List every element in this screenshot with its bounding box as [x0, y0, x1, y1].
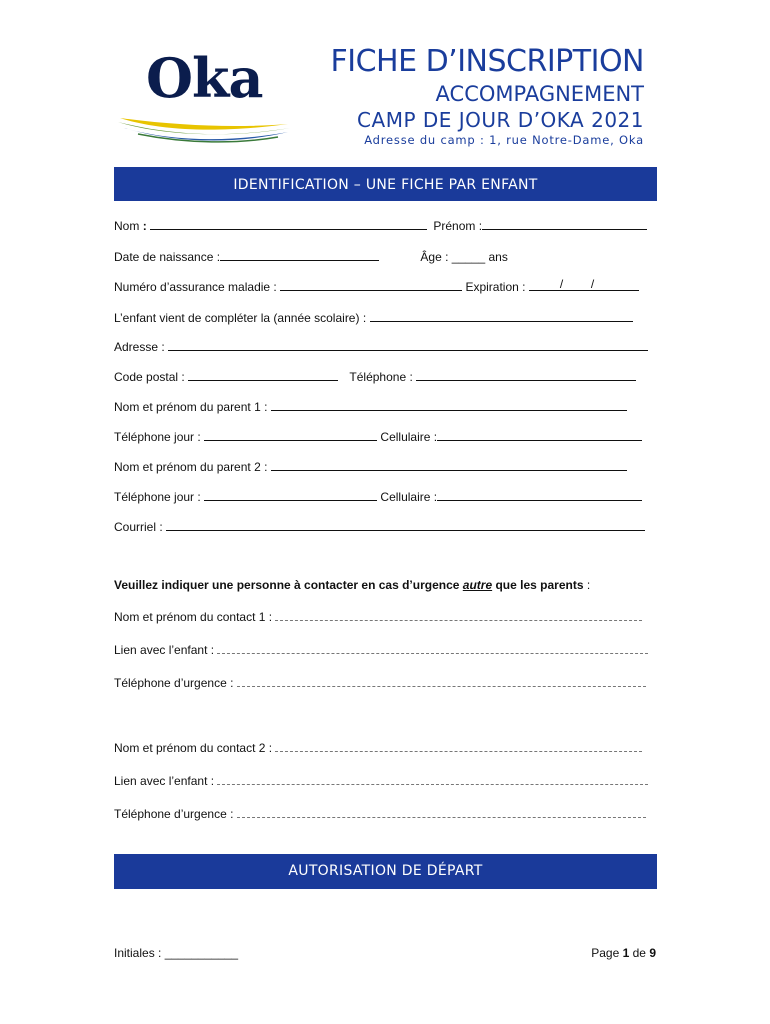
urgence-instructions — [114, 578, 590, 592]
code-postal-label: Code postal : — [114, 370, 185, 384]
parent2-field[interactable] — [271, 459, 627, 471]
contact2-field[interactable] — [275, 740, 642, 752]
form-title: FICHE D’INSCRIPTION — [330, 44, 644, 79]
page-of: de — [629, 946, 650, 960]
row-contact2 — [114, 740, 642, 755]
row-contact1 — [114, 609, 642, 624]
contact2-label: Nom et prénom du contact 2 : — [114, 741, 273, 755]
parent2-label: Nom et prénom du parent 2 : — [114, 460, 268, 474]
tel-urgence1-label: Téléphone d’urgence : — [114, 676, 234, 690]
row-assurance — [114, 279, 639, 294]
contact1-label: Nom et prénom du contact 1 : — [114, 610, 273, 624]
adresse-field[interactable] — [168, 339, 648, 351]
expiration-field[interactable]: / / — [529, 279, 639, 291]
row-lien2 — [114, 773, 648, 788]
age-field[interactable]: Âge : _____ ans — [420, 250, 508, 264]
row-code-postal — [114, 369, 636, 384]
date-naissance-field[interactable] — [220, 249, 379, 261]
parent1-field[interactable] — [271, 399, 627, 411]
cell2-field[interactable] — [437, 489, 642, 501]
telephone-field[interactable] — [416, 369, 636, 381]
adresse-label: Adresse : — [114, 340, 165, 354]
row-parent2 — [114, 459, 627, 474]
assurance-field[interactable] — [280, 279, 462, 291]
row-lien1 — [114, 642, 648, 657]
tel-jour1-label: Téléphone jour : — [114, 430, 201, 444]
lien1-label: Lien avec l’enfant : — [114, 643, 215, 657]
prenom-label: Prénom : — [433, 219, 483, 233]
oka-logo — [118, 46, 293, 144]
prenom-field[interactable] — [482, 218, 647, 230]
annee-field[interactable] — [370, 310, 633, 322]
urgence-intro-a: Veuillez indiquer une personne à contacter en cas d’urgence — [114, 578, 463, 592]
section-autorisation-header: AUTORISATION DE DÉPART — [114, 854, 657, 889]
page-prefix: Page — [591, 946, 623, 960]
annee-label: L’enfant vient de compléter la (année scolaire) : — [114, 311, 367, 325]
urgence-intro-em: autre — [462, 578, 493, 592]
tel-urgence2-field[interactable] — [237, 806, 646, 818]
urgence-intro-c: : — [583, 578, 591, 592]
assurance-label: Numéro d’assurance maladie : — [114, 280, 277, 294]
expiration-label: Expiration : — [465, 280, 526, 294]
courriel-label: Courriel : — [114, 520, 163, 534]
tel-urgence2-label: Téléphone d’urgence : — [114, 807, 234, 821]
row-courriel — [114, 519, 645, 534]
tel-jour1-field[interactable] — [204, 429, 377, 441]
tel-urgence1-field[interactable] — [237, 675, 646, 687]
cell1-field[interactable] — [437, 429, 642, 441]
nom-field[interactable] — [150, 218, 427, 230]
lien1-field[interactable] — [217, 642, 648, 654]
camp-name: CAMP DE JOUR D’OKA 2021 — [357, 108, 644, 132]
page-total: 9 — [649, 946, 656, 960]
lien2-label: Lien avec l’enfant : — [114, 774, 215, 788]
parent1-label: Nom et prénom du parent 1 : — [114, 400, 268, 414]
urgence-intro-b: que les parents — [492, 578, 584, 592]
row-tel-urgence2 — [114, 806, 646, 821]
page-number — [591, 946, 656, 960]
row-parent1 — [114, 399, 627, 414]
row-annee — [114, 310, 633, 325]
form-subtitle: ACCOMPAGNEMENT — [435, 82, 644, 106]
nom-label: Nom — [114, 219, 140, 233]
row-nom — [114, 218, 647, 233]
row-tel-parent2 — [114, 489, 642, 504]
cell1-label: Cellulaire : — [380, 430, 438, 444]
cell2-label: Cellulaire : — [380, 490, 438, 504]
telephone-label: Téléphone : — [349, 370, 413, 384]
logo-text: Oka — [146, 46, 263, 110]
initiales-field[interactable]: Initiales : ___________ — [114, 946, 239, 960]
page-current: 1 — [622, 946, 630, 960]
row-tel-urgence1 — [114, 675, 646, 690]
logo-swoosh-icon — [118, 104, 293, 144]
row-adresse — [114, 339, 648, 354]
contact1-field[interactable] — [275, 609, 642, 621]
row-tel-parent1 — [114, 429, 642, 444]
nom-colon: : — [142, 219, 147, 233]
tel-jour2-label: Téléphone jour : — [114, 490, 201, 504]
tel-jour2-field[interactable] — [204, 489, 377, 501]
code-postal-field[interactable] — [188, 369, 338, 381]
section-identification-header: IDENTIFICATION – UNE FICHE PAR ENFANT — [114, 167, 657, 201]
courriel-field[interactable] — [166, 519, 645, 531]
row-naissance — [114, 249, 508, 264]
camp-address: Adresse du camp : 1, rue Notre-Dame, Oka — [364, 133, 644, 147]
date-naissance-label: Date de naissance : — [114, 250, 221, 264]
lien2-field[interactable] — [217, 773, 648, 785]
